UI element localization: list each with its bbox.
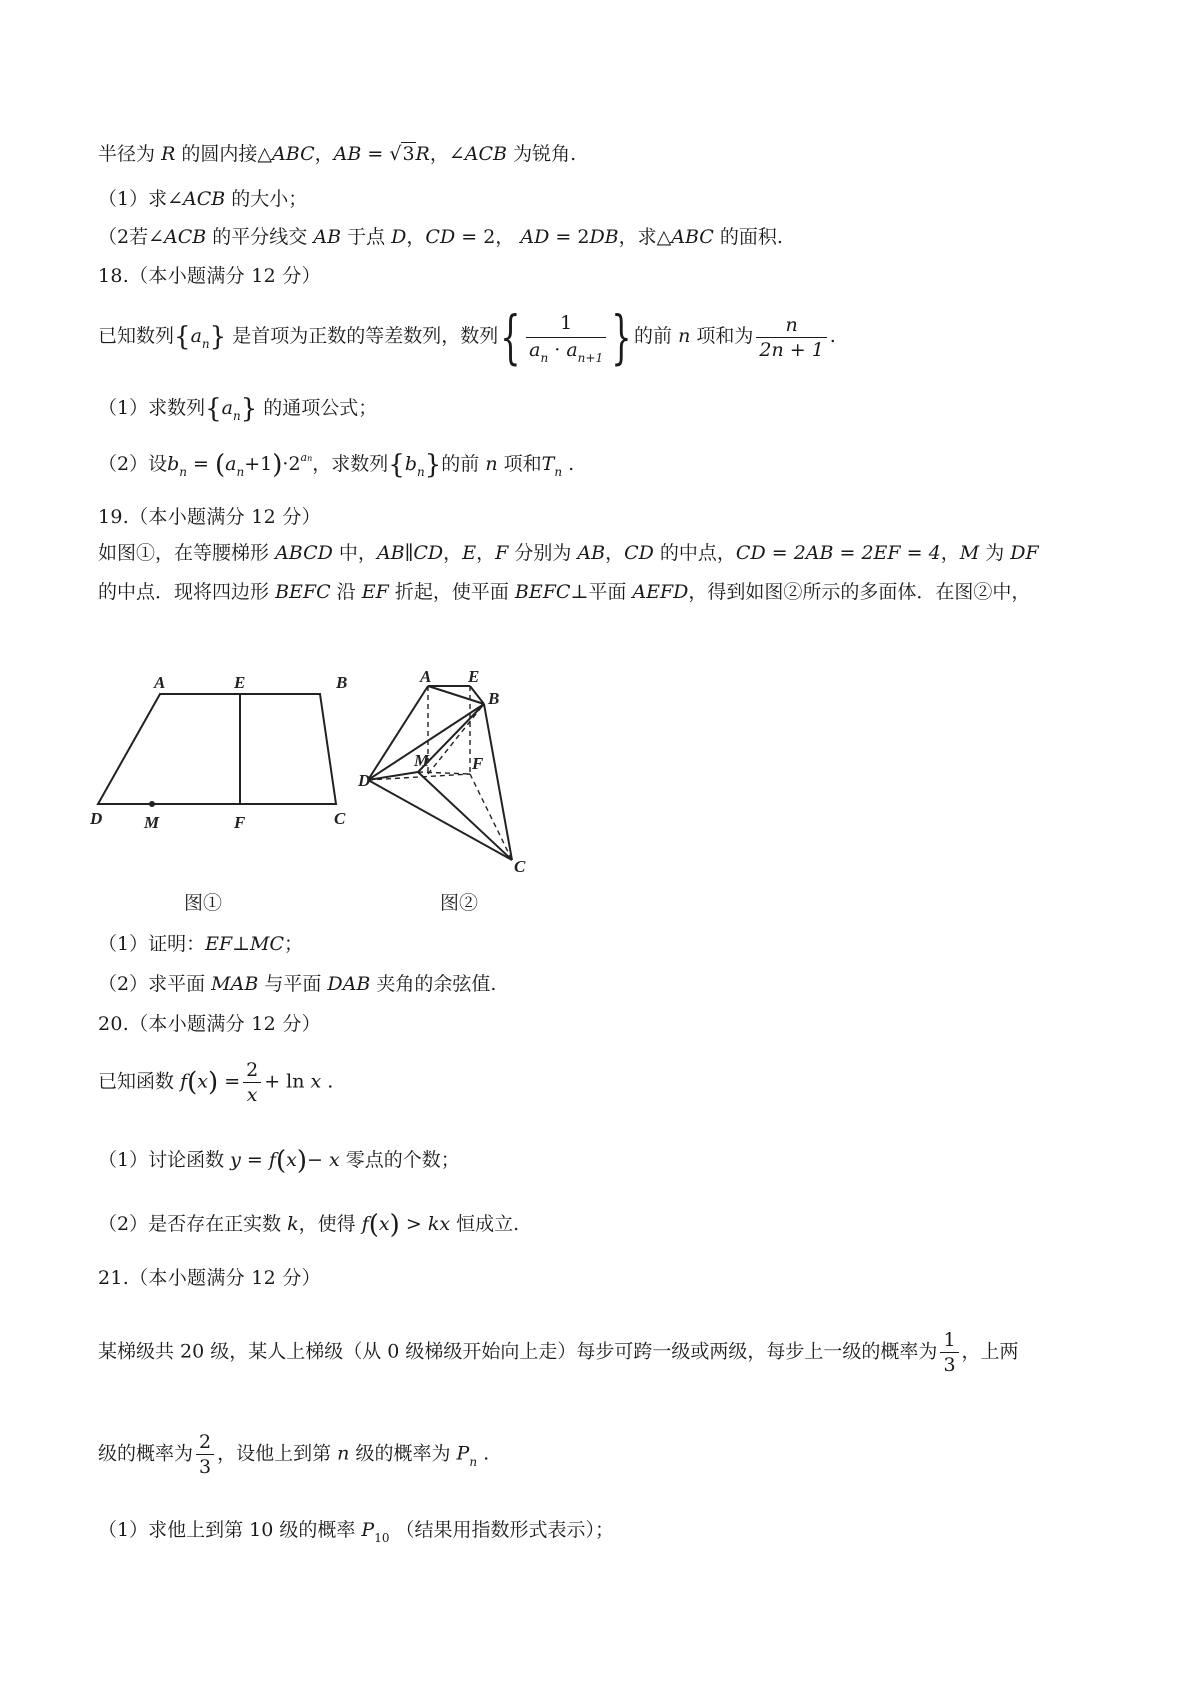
q21-line2: 级的概率为 $\frac{2}{3}$ ，设他上到第 n 级的概率为 $P_n$ . [98,1431,490,1478]
q20-part1: （1）讨论函数 y = f(x)− x 零点的个数； [98,1146,460,1176]
figure-1-caption: 图① [184,892,223,914]
q19-line1: 如图①，在等腰梯形 ABCD 中，AB∥CD，E，F 分别为 AB，CD 的中点，CD = 2AB = 2EF = 4，M 为 DF [98,542,1039,564]
fig2-label-D: D [358,771,371,790]
q19-line2: 的中点．现将四边形 BEFC 沿 EF 折起，使平面 BEFC⊥平面 AEFD，得到如图②所示的多面体．在图②中， [98,581,1031,603]
fig1-label-B: B [336,673,348,692]
fig2-label-F: F [472,754,484,773]
figure-1-trapezoid [90,670,350,840]
q21-part1: （1）求他上到第 10 级的概率 $P_{10}$ （结果用指数形式表示）； [98,1519,615,1545]
q17-part2: （2若∠ACB 的平分线交 AB 于点 D，CD = 2， AD = 2DB，求△ABC 的面积. [98,226,783,248]
q18-part2: （2）设$b_n = (a_n+1)\cdot 2^{an}$，求数列$\{b_n\}$的前 n 项和$T_n$ . [98,450,575,480]
q19-part1: （1）证明：EF⊥MC； [98,933,304,955]
q19-part2: （2）求平面 MAB 与平面 DAB 夹角的余弦值. [98,973,497,995]
fig1-label-F: F [234,813,246,832]
fig1-label-A: A [154,673,166,692]
fig2-label-M: M [414,751,430,770]
q20-intro: 已知函数 f(x) = $\frac{2}{x}$ + ln x . [98,1059,334,1106]
fig1-label-C: C [334,809,346,828]
q21-fraction-two-thirds: $\frac{2}{3}$ [196,1432,214,1477]
fig1-label-D: D [90,809,103,828]
q18-part1: （1）求数列$\{a_n\}$ 的通项公式； [98,394,378,424]
sqrt-expression: √3 [389,143,415,165]
trapezoid-outline [98,694,336,804]
point-M [149,801,155,807]
fig2-label-C: C [514,857,526,876]
q20-part2: （2）是否存在正实数 k，使得 f(x) > kx 恒成立. [98,1210,520,1240]
q17-intro: 半径为 R 的圆内接△ABC，AB = √3R，∠ACB 为锐角. [98,143,577,165]
q21-line1: 某梯级共 20 级，某人上梯级（从 0 级梯级开始向上走）每步可跨一级或两级，每步上一级的概率为 $\frac{1}{3}$ ，上两 [98,1329,1019,1376]
q18-sum-fraction: $\frac{n}{2n + 1}$ [756,315,826,360]
fig1-label-E: E [234,673,246,692]
q21-header: 21.（本小题满分 12 分） [98,1267,321,1289]
q18-header: 18.（本小题满分 12 分） [98,265,321,287]
q18-intro: 已知数列$\{a_n\}$ 是首项为正数的等差数列，数列{ $\frac{1}{a_n \cdot a_{n+1}}$ } 的前 n 项和为 $\frac{n}{2n + 1}$ . [98,303,836,371]
q17-part1: （1）求∠ACB 的大小； [98,188,308,210]
q19-header: 19.（本小题满分 12 分） [98,506,321,528]
fig2-label-E: E [468,667,480,686]
fig1-label-M: M [144,813,160,832]
fig2-label-B: B [488,689,500,708]
fig2-label-A: A [420,667,432,686]
q20-header: 20.（本小题满分 12 分） [98,1013,321,1035]
figure-2-polyhedron [358,667,560,876]
q18-fraction: $\frac{1}{a_n \cdot a_{n+1}}$ [526,313,606,362]
figure-2-caption: 图② [440,892,479,914]
q21-fraction-one-third: $\frac{1}{3}$ [940,1330,958,1375]
q20-fraction: $\frac{2}{x}$ [243,1060,261,1105]
